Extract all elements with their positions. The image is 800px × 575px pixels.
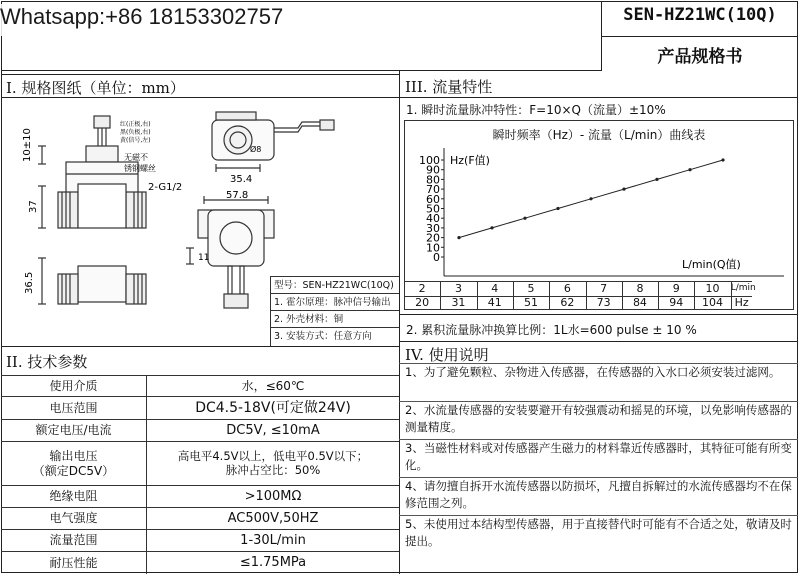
wire-label-red: 红(正极,右) <box>120 121 151 128</box>
y-tick-label: 10 <box>426 241 440 255</box>
tech-row: 流量范围 1-30L/min <box>1 529 399 551</box>
section4-title: IV. 使用说明 <box>405 346 489 364</box>
whatsapp-contact: Whatsapp:+86 18153302757 <box>0 4 292 36</box>
section4-rule <box>399 341 798 342</box>
data-point <box>622 188 625 191</box>
tech-row: 输出电压 （额定DC5V） 高电平4.5V以上，低电平0.5V以下； 脉冲占空比：50% <box>1 441 399 485</box>
dim-36: 36.5 <box>24 271 35 294</box>
y-tick-label: 90 <box>426 163 440 177</box>
instruction-item: 1、为了避免颗粒、杂物进入传感器，在传感器的入水口必须安装过滤网。 <box>399 363 798 401</box>
tech-table <box>1 375 399 574</box>
tech-row: 耐压性能 ≤1.75MPa <box>1 551 399 574</box>
table-cell-hz: 62 <box>560 296 575 309</box>
spec-line-1: 1. 霍尔原理：脉冲信号输出 <box>271 293 399 311</box>
table-cell-hz: 104 <box>702 296 724 309</box>
section1-rule <box>1 74 399 75</box>
instructions <box>399 363 798 574</box>
section3-title-rule <box>399 97 798 98</box>
table-cell-flow: 2 <box>418 282 426 295</box>
header-divider <box>602 36 798 37</box>
table-cell-hz: 51 <box>524 296 539 309</box>
chart-title: 瞬时频率（Hz）- 流量（L/min）曲线表 <box>492 128 706 142</box>
model-title: SEN-HZ21WC(10Q) <box>623 5 777 25</box>
table-cell-flow: 3 <box>454 282 462 295</box>
table-cell-flow: 4 <box>491 282 499 295</box>
table-divider <box>731 281 732 310</box>
dim-37: 37 <box>28 200 39 213</box>
dim-35: 35.4 <box>230 174 253 185</box>
data-point <box>688 168 691 171</box>
wire-label-yellow: 黄(信号,左) <box>120 137 151 144</box>
doc-title: 产品规格书 <box>657 47 743 67</box>
tech-row: 电气强度 AC500V,50HZ <box>1 507 399 529</box>
dim-10: 10±10 <box>22 128 33 162</box>
table-divider <box>549 281 550 310</box>
data-point <box>556 207 559 210</box>
tech-row: 使用介质 水，≤60℃ <box>1 375 399 396</box>
data-point <box>490 226 493 229</box>
y-tick-label: 0 <box>433 251 440 264</box>
section3-title: III. 流量特性 <box>405 78 493 96</box>
tech-row: 电压范围 DC4.5-18V(可定做24V) <box>1 396 399 419</box>
table-divider <box>440 281 441 310</box>
dim-thread: 2-G1/2 <box>148 182 183 193</box>
table-cell-flow: L/min <box>730 283 756 293</box>
data-point <box>589 197 592 200</box>
data-point <box>655 178 658 181</box>
y-tick-label: 50 <box>426 202 440 216</box>
x-axis-label: L/min(Q值) <box>682 258 741 271</box>
table-cell-flow: 10 <box>705 282 720 295</box>
table-cell-hz: 94 <box>669 296 684 309</box>
section3-bottom-rule <box>399 314 798 315</box>
flow-chart <box>404 140 794 280</box>
y-tick-label: 100 <box>419 154 440 167</box>
table-cell-flow: 8 <box>636 282 644 295</box>
pulse-ratio: 2. 累积流量脉冲换算比例：1L水=600 pulse ± 10 % <box>406 323 697 337</box>
section1-title: I. 规格图纸（单位：mm） <box>6 79 185 97</box>
spec-line-3: 3. 安装方式：任意方向 <box>271 327 399 345</box>
spec-box <box>270 276 399 346</box>
y-tick-label: 40 <box>426 212 440 226</box>
y-axis-label: Hz(F值) <box>450 154 490 167</box>
table-cell-hz: 31 <box>451 296 466 309</box>
table-divider <box>658 281 659 310</box>
dim-57: 57.8 <box>226 190 249 201</box>
instruction-item: 5、未使用过本结构型传感器，用于直接替代时可能有不合适之处，敬请及时提出。 <box>399 515 798 555</box>
data-point <box>721 158 724 161</box>
flow-table-cells <box>404 281 794 310</box>
table-cell-hz: Hz <box>734 296 749 309</box>
part-label-2: 锈钢螺丝 <box>124 164 156 173</box>
flow-formula: 1. 瞬时流量脉冲特性：F=10×Q（流量）±10% <box>406 103 666 117</box>
table-cell-flow: 6 <box>563 282 571 295</box>
spec-model: 型号：SEN-HZ21WC(10Q) <box>271 276 399 294</box>
table-divider <box>477 281 478 310</box>
tech-row: 额定电压/电流 DC5V, ≤10mA <box>1 419 399 441</box>
spec-line-2: 2. 外壳材料：铜 <box>271 310 399 328</box>
table-divider <box>694 281 695 310</box>
table-divider <box>513 281 514 310</box>
table-cell-hz: 84 <box>632 296 647 309</box>
instruction-item: 3、当磁性材料或对传感器产生磁力的材料靠近传感器时，其特征可能有所变化。 <box>399 439 798 477</box>
data-point <box>523 217 526 220</box>
table-cell-flow: 7 <box>600 282 608 295</box>
y-tick-label: 20 <box>426 231 440 245</box>
table-cell-hz: 41 <box>487 296 502 309</box>
data-point <box>457 236 460 239</box>
table-divider <box>586 281 587 310</box>
y-tick-label: 30 <box>426 221 440 235</box>
instruction-item: 2、水流量传感器的安装要避开有较强震动和摇晃的环境，以免影响传感器的测量精度。 <box>399 401 798 439</box>
table-cell-flow: 9 <box>672 282 680 295</box>
table-cell-flow: 5 <box>527 282 535 295</box>
dim-11: 11 <box>198 253 210 263</box>
table-cell-hz: 20 <box>415 296 430 309</box>
tech-row: 绝缘电阻 >100MΩ <box>1 485 399 507</box>
table-divider <box>622 281 623 310</box>
part-label-1: 无磁不 <box>124 153 148 162</box>
dim-diameter: Ø8 <box>250 145 262 154</box>
instruction-item: 4、请勿擅自拆开水流传感器以防损坏，凡擅自拆解过的水流传感器均不在保修范围之列。 <box>399 477 798 515</box>
wire-label-black: 黑(负极,右) <box>120 129 151 136</box>
y-tick-label: 80 <box>426 173 440 187</box>
y-tick-label: 60 <box>426 192 440 206</box>
table-cell-hz: 73 <box>596 296 611 309</box>
section2-title: II. 技术参数 <box>6 353 88 371</box>
section2-rule <box>1 346 399 347</box>
y-tick-label: 70 <box>426 183 440 197</box>
